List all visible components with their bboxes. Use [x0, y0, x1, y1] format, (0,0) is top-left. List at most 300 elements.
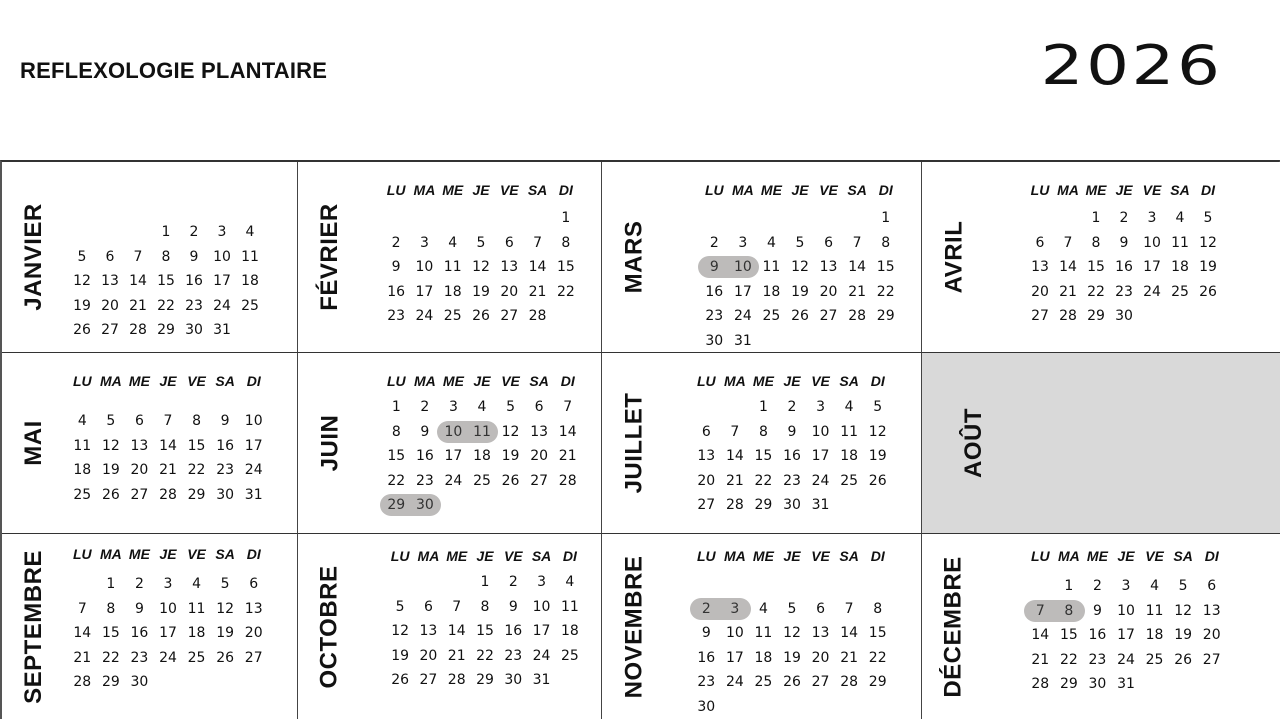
week-row	[1026, 304, 1222, 329]
weekday-label: SA	[215, 373, 235, 389]
weekday-label: JE	[159, 546, 177, 562]
week-row	[692, 695, 892, 719]
day-cell: 15	[1059, 627, 1078, 644]
weekday-label: MA	[413, 182, 436, 198]
day-cell: 22	[556, 283, 575, 300]
day-cell: 4	[192, 576, 202, 593]
day-cell: 3	[419, 234, 429, 251]
day-cell: 3	[163, 576, 173, 593]
day-cell: 31	[811, 497, 830, 514]
weekday-label: ME	[442, 182, 464, 198]
weekday-label: LU	[386, 373, 406, 389]
day-cell: 24	[725, 674, 744, 691]
day-cell: 6	[701, 423, 711, 440]
month-panel	[2, 162, 298, 353]
day-cell: 31	[1117, 676, 1135, 693]
day-cell: 29	[876, 308, 895, 325]
day-cell: 30	[216, 486, 235, 503]
day-cell-highlighted: 7	[1035, 602, 1045, 619]
day-cell: 17	[733, 283, 752, 300]
weekday-label: SA	[529, 373, 549, 389]
day-cell: 6	[504, 234, 514, 251]
day-cell: 15	[187, 437, 206, 454]
month-name-container	[602, 162, 666, 352]
day-cell: 17	[213, 273, 231, 290]
month-name: AVRIL	[940, 220, 967, 294]
day-cell: 16	[783, 448, 801, 465]
day-cell: 1	[881, 210, 891, 227]
week-row	[68, 434, 268, 459]
day-cell: 23	[185, 297, 203, 314]
day-cell: 30	[504, 672, 523, 689]
week-row	[68, 597, 268, 622]
week-row	[1026, 574, 1226, 599]
weekday-label: JE	[473, 373, 491, 389]
day-cell: 27	[130, 486, 149, 503]
day-cell: 15	[876, 259, 895, 276]
day-cell: 30	[705, 332, 724, 349]
weekday-label: DI	[246, 546, 261, 562]
day-cell: 28	[848, 308, 867, 325]
day-cell: 19	[868, 448, 887, 465]
day-cell: 13	[1202, 602, 1221, 619]
day-cell-highlighted: 30	[415, 497, 434, 514]
month-calendar	[382, 373, 582, 518]
weekday-label: LU	[1030, 548, 1050, 564]
day-cell: 29	[754, 497, 773, 514]
week-row	[68, 409, 268, 434]
day-cell: 15	[101, 625, 120, 642]
day-cell: 20	[244, 625, 263, 642]
day-cell: 11	[187, 600, 206, 617]
weekday-label: LU	[1030, 182, 1050, 198]
day-cell: 7	[163, 413, 173, 430]
day-cell: 5	[1203, 210, 1213, 227]
week-row	[68, 220, 264, 245]
day-cell: 4	[477, 399, 487, 416]
week-row	[692, 621, 892, 646]
day-cell: 28	[528, 308, 547, 325]
day-cell: 18	[443, 283, 462, 300]
day-cell: 21	[725, 472, 744, 489]
day-cell: 30	[185, 322, 203, 339]
day-cell: 8	[873, 600, 883, 617]
day-cell-highlighted: 29	[387, 497, 406, 514]
month-name-container	[602, 353, 666, 533]
day-cell: 13	[697, 448, 716, 465]
day-cell: 12	[1199, 234, 1217, 251]
day-cell: 9	[420, 423, 430, 440]
day-cell: 8	[881, 234, 891, 251]
month-calendar	[68, 373, 268, 507]
day-cell: 12	[791, 259, 809, 276]
weekday-label: DI	[870, 373, 885, 389]
week-row	[692, 469, 892, 494]
month-panel	[2, 534, 298, 719]
day-cell: 17	[1117, 627, 1135, 644]
day-cell: 19	[73, 297, 91, 314]
day-cell: 25	[1171, 283, 1189, 300]
week-row	[1026, 599, 1226, 624]
day-cell: 14	[558, 423, 577, 440]
day-cell: 9	[189, 248, 199, 265]
day-cell: 23	[1115, 283, 1133, 300]
weekday-label: JE	[159, 373, 177, 389]
day-cell: 25	[762, 308, 781, 325]
month-panel	[922, 353, 1280, 534]
day-cell: 13	[101, 273, 119, 290]
day-cell: 21	[558, 448, 577, 465]
day-cell: 11	[762, 259, 781, 276]
day-cell: 13	[811, 625, 830, 642]
day-cell: 10	[244, 413, 263, 430]
day-cell: 28	[1031, 676, 1050, 693]
day-cell: 10	[811, 423, 830, 440]
day-cell: 16	[697, 649, 716, 666]
day-cell: 15	[754, 448, 773, 465]
weekday-label: LU	[696, 373, 716, 389]
day-cell: 29	[868, 674, 887, 691]
day-cell: 29	[1059, 676, 1078, 693]
week-row	[382, 231, 580, 256]
day-cell: 8	[480, 598, 490, 615]
month-calendar	[382, 182, 580, 329]
day-cell-highlighted: 8	[1064, 602, 1074, 619]
day-cell: 12	[501, 423, 520, 440]
weekday-label: ME	[442, 373, 464, 389]
day-cell: 13	[819, 259, 838, 276]
day-cell: 1	[161, 224, 171, 241]
day-cell: 19	[501, 448, 520, 465]
day-cell: 18	[473, 448, 491, 465]
day-cell: 31	[213, 322, 231, 339]
week-row	[700, 329, 900, 354]
day-cell: 14	[159, 437, 177, 454]
day-cell: 16	[415, 448, 434, 465]
weekday-header	[692, 548, 892, 564]
day-cell: 27	[244, 649, 263, 666]
day-cell: 14	[1031, 627, 1050, 644]
day-cell: 23	[697, 674, 716, 691]
weekday-label: VE	[811, 373, 830, 389]
day-cell: 24	[159, 649, 177, 666]
day-cell: 28	[447, 672, 466, 689]
day-cell: 2	[1119, 210, 1129, 227]
day-cell: 27	[1031, 308, 1049, 325]
weekday-label: JE	[783, 548, 801, 564]
day-cell: 2	[391, 234, 401, 251]
day-cell: 2	[420, 399, 430, 416]
day-cell: 26	[868, 472, 887, 489]
day-cell: 5	[395, 598, 405, 615]
day-cell: 12	[216, 600, 235, 617]
day-cell: 11	[840, 423, 859, 440]
day-cell: 8	[106, 600, 116, 617]
weekday-header	[1026, 548, 1226, 564]
day-cell: 22	[476, 647, 494, 664]
day-cell: 22	[387, 472, 406, 489]
day-cell: 8	[758, 423, 768, 440]
weekday-header	[386, 548, 584, 564]
day-cell: 19	[216, 625, 235, 642]
day-cell: 28	[129, 322, 147, 339]
day-cell: 19	[783, 649, 801, 666]
month-name: FÉVRIER	[316, 203, 344, 311]
month-panel	[298, 162, 602, 353]
day-cell: 21	[848, 283, 867, 300]
day-cell: 5	[476, 234, 486, 251]
month-calendar	[386, 548, 584, 693]
day-cell: 22	[1087, 283, 1105, 300]
day-cell: 15	[868, 625, 887, 642]
weekday-header	[1026, 182, 1222, 198]
day-cell: 5	[795, 234, 805, 251]
day-cell: 14	[528, 259, 547, 276]
day-cell: 13	[500, 259, 519, 276]
day-cell: 23	[705, 308, 724, 325]
day-cell: 4	[1175, 210, 1185, 227]
day-cell: 24	[213, 297, 231, 314]
day-cell: 26	[216, 649, 235, 666]
day-cell: 7	[133, 248, 143, 265]
day-cell: 13	[130, 437, 149, 454]
day-cell: 16	[387, 283, 406, 300]
calendar-grid	[0, 160, 1280, 719]
weekday-label: JE	[783, 373, 801, 389]
week-row	[386, 595, 584, 620]
day-cell: 8	[561, 234, 571, 251]
day-cell: 18	[73, 462, 92, 479]
weekday-label: MA	[723, 373, 746, 389]
day-cell: 18	[560, 623, 579, 640]
month-name: DÉCEMBRE	[940, 556, 967, 698]
day-cell: 31	[733, 332, 752, 349]
day-cell: 26	[1174, 651, 1193, 668]
weekday-label: MA	[1057, 548, 1080, 564]
day-cell: 14	[129, 273, 147, 290]
day-cell: 31	[532, 672, 551, 689]
month-name: JANVIER	[20, 203, 47, 311]
month-calendar	[692, 548, 892, 719]
day-cell: 30	[697, 698, 716, 715]
day-cell: 20	[419, 647, 438, 664]
day-cell: 16	[705, 283, 724, 300]
week-row	[382, 280, 580, 305]
day-cell: 12	[472, 259, 490, 276]
day-cell: 8	[391, 423, 401, 440]
weekday-label: JE	[791, 182, 809, 198]
day-cell: 9	[508, 598, 518, 615]
week-row	[692, 670, 892, 695]
week-row	[692, 493, 892, 518]
day-cell: 26	[101, 486, 120, 503]
day-cell: 18	[754, 649, 773, 666]
month-name-container	[2, 162, 66, 352]
month-calendar	[68, 546, 268, 695]
weekday-label: SA	[531, 548, 552, 564]
week-row	[1026, 672, 1226, 697]
day-cell: 29	[187, 486, 206, 503]
day-cell: 14	[447, 623, 466, 640]
weekday-label: LU	[696, 548, 716, 564]
week-row	[1026, 231, 1222, 256]
weekday-label: ME	[760, 182, 782, 198]
day-cell: 16	[185, 273, 203, 290]
day-cell: 22	[157, 297, 175, 314]
day-cell: 21	[840, 649, 859, 666]
day-cell: 25	[187, 649, 206, 666]
day-cell: 29	[101, 674, 120, 691]
week-row	[386, 644, 584, 669]
day-cell: 4	[245, 224, 255, 241]
week-row	[1026, 255, 1222, 280]
day-cell: 19	[472, 283, 490, 300]
month-calendar	[700, 182, 900, 353]
day-cell: 4	[766, 234, 776, 251]
week-row	[68, 670, 268, 695]
day-cell: 3	[1147, 210, 1157, 227]
day-cell: 19	[1174, 627, 1193, 644]
month-name-container	[602, 534, 666, 719]
day-cell: 17	[444, 448, 463, 465]
day-cell: 10	[532, 598, 551, 615]
day-cell: 26	[501, 472, 520, 489]
month-calendar	[68, 220, 264, 343]
day-cell: 9	[787, 423, 797, 440]
day-cell: 6	[249, 576, 259, 593]
day-cell: 17	[415, 283, 434, 300]
week-row	[386, 619, 584, 644]
day-cell: 20	[811, 649, 830, 666]
day-cell: 2	[709, 234, 719, 251]
day-cell: 23	[387, 308, 406, 325]
day-cell: 11	[1171, 234, 1189, 251]
day-cell: 5	[506, 399, 516, 416]
week-row	[692, 646, 892, 671]
weekday-label: ME	[752, 548, 774, 564]
day-cell: 20	[530, 448, 549, 465]
day-cell: 5	[106, 413, 116, 430]
year-label: 2026	[1040, 34, 1222, 97]
day-cell: 27	[697, 497, 716, 514]
week-row	[386, 570, 584, 595]
weekday-label: SA	[1170, 182, 1190, 198]
weekday-label: VE	[499, 182, 519, 198]
day-cell: 27	[819, 308, 838, 325]
weekday-label: DI	[558, 182, 573, 198]
day-cell: 6	[534, 399, 544, 416]
weekday-label: SA	[527, 182, 548, 198]
day-cell: 6	[1035, 234, 1045, 251]
weekday-label: MA	[723, 548, 746, 564]
day-cell: 12	[73, 273, 91, 290]
day-cell: 14	[840, 625, 859, 642]
week-row	[68, 318, 264, 343]
weekday-header	[68, 373, 268, 389]
day-cell: 18	[1171, 259, 1189, 276]
day-cell: 28	[1059, 308, 1077, 325]
day-cell: 21	[447, 647, 466, 664]
week-row	[68, 245, 264, 270]
day-cell: 24	[811, 472, 830, 489]
day-cell: 12	[391, 623, 410, 640]
day-cell: 7	[844, 600, 854, 617]
week-row	[382, 395, 582, 420]
weekday-header	[692, 373, 892, 389]
day-cell: 26	[791, 308, 809, 325]
day-cell: 10	[725, 625, 744, 642]
day-cell: 6	[105, 248, 115, 265]
day-cell: 4	[844, 399, 854, 416]
day-cell: 7	[1063, 234, 1073, 251]
day-cell: 25	[73, 486, 92, 503]
day-cell: 23	[783, 472, 801, 489]
day-cell: 2	[189, 224, 199, 241]
day-cell: 1	[758, 399, 768, 416]
day-cell: 23	[1088, 651, 1107, 668]
day-cell: 27	[530, 472, 549, 489]
day-cell: 7	[730, 423, 740, 440]
day-cell: 20	[697, 472, 716, 489]
weekday-label: LU	[72, 546, 92, 562]
day-cell: 13	[530, 423, 549, 440]
week-row	[1026, 206, 1222, 231]
month-name-container	[2, 353, 66, 533]
week-row	[700, 255, 900, 280]
month-name-container	[298, 353, 362, 533]
month-panel	[2, 353, 298, 534]
day-cell: 16	[1088, 627, 1107, 644]
week-row	[68, 269, 264, 294]
day-cell: 22	[754, 472, 773, 489]
weekday-label: VE	[819, 182, 838, 198]
day-cell: 2	[134, 576, 144, 593]
day-cell: 8	[192, 413, 202, 430]
month-name-container	[298, 534, 362, 719]
day-cell: 28	[725, 497, 744, 514]
weekday-label: DI	[246, 373, 261, 389]
day-cell: 25	[840, 472, 859, 489]
week-row	[692, 597, 892, 622]
weekday-label: LU	[390, 548, 410, 564]
day-cell: 28	[73, 674, 92, 691]
day-cell: 23	[216, 462, 235, 479]
day-cell: 29	[1087, 308, 1105, 325]
day-cell: 9	[701, 625, 711, 642]
day-cell-highlighted: 9	[709, 259, 719, 276]
weekday-label: VE	[1142, 182, 1162, 198]
weekday-label: ME	[446, 548, 468, 564]
day-cell: 27	[1202, 651, 1221, 668]
day-cell: 17	[811, 448, 830, 465]
day-cell: 14	[848, 259, 867, 276]
day-cell: 9	[391, 259, 401, 276]
day-cell: 25	[754, 674, 773, 691]
day-cell: 20	[1031, 283, 1049, 300]
day-cell: 22	[876, 283, 895, 300]
day-cell: 31	[244, 486, 263, 503]
day-cell: 2	[508, 574, 518, 591]
day-cell: 26	[1199, 283, 1217, 300]
week-row	[386, 668, 584, 693]
day-cell: 16	[1115, 259, 1133, 276]
day-cell: 7	[77, 600, 87, 617]
week-row	[382, 255, 580, 280]
month-name-container	[922, 353, 1026, 533]
day-cell: 24	[444, 472, 463, 489]
day-cell: 16	[130, 625, 149, 642]
day-cell: 21	[159, 462, 177, 479]
